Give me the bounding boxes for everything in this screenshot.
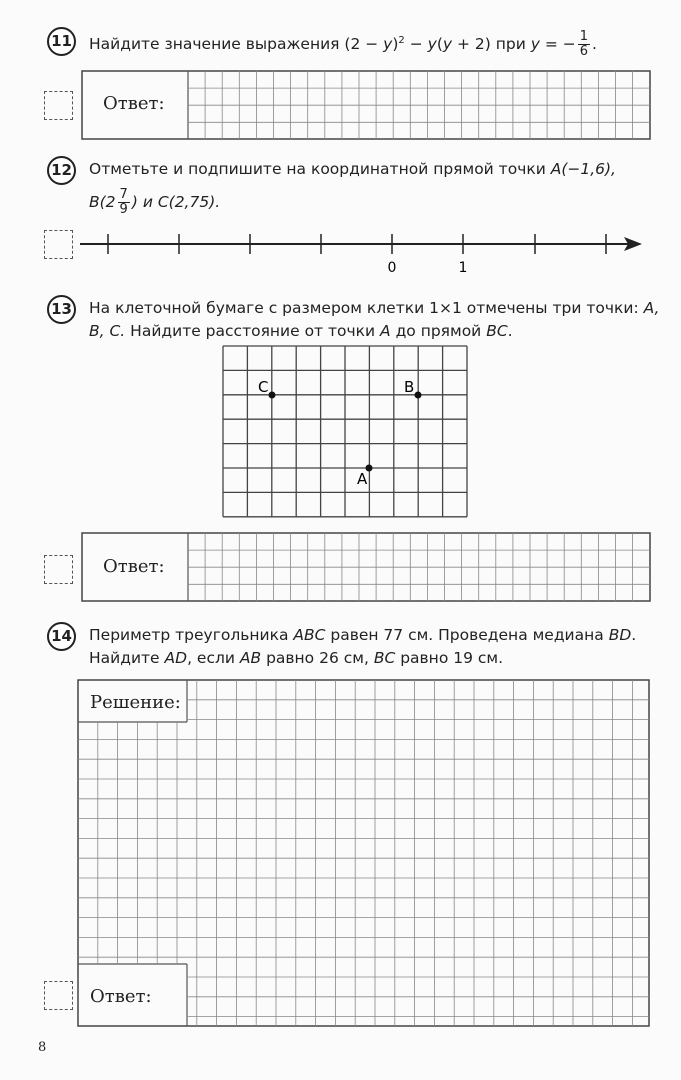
q11-frac-den: 6 (579, 44, 589, 60)
q14-ad: AD (164, 649, 188, 667)
q14-line2-b: , если (187, 649, 240, 667)
question-11-text: Найдите значение выражения $(2 - y)^2 - y(y + 2)$ при y = − $\frac{1}{6}$ . (89, 29, 597, 60)
q12-point-b-pre: B(2 (89, 193, 116, 211)
q13-line2-mid: до прямой (390, 322, 487, 340)
q12-frac-den: 9 (119, 202, 128, 217)
q11-var-3: y (442, 35, 453, 54)
q11-answer-label: Ответ: (103, 93, 165, 114)
q13-line1-text: На клеточной бумаге с размером клетки 1×1 отмечены три точки: (89, 299, 639, 317)
q14-line2-c: равно 26 см, (261, 649, 374, 667)
q11-text-mid: − (404, 35, 428, 54)
q14-line2-a: Найдите (89, 649, 165, 667)
q11-text-mid3: + 2) при (452, 35, 531, 54)
question-number-14: 14 (47, 622, 76, 651)
tick-label-one: 1 (458, 260, 468, 276)
point-c-label: C (258, 378, 269, 396)
question-14-line1 (89, 623, 636, 648)
q13-line2-points: B, C. (89, 322, 126, 340)
q11-var: y (383, 35, 393, 54)
q13-line2-text: Найдите расстояние от точки (125, 322, 381, 340)
q12-point-a: A(−1,6), (550, 160, 616, 178)
q14-line1-c: . (631, 626, 637, 644)
page-number: 8 (38, 1040, 47, 1055)
q14-bd: BD (608, 626, 632, 644)
q14-ab: AB (239, 649, 262, 667)
q12-conj: и (137, 193, 158, 211)
q14-score-box[interactable] (44, 981, 73, 1010)
q11-end: . (592, 35, 597, 54)
tick-label-zero: 0 (387, 260, 397, 276)
q14-line1-a: Периметр треугольника (89, 626, 294, 644)
point-b-label: B (404, 378, 415, 396)
q11-text-mid2: ( (436, 35, 443, 54)
question-number-12: 12 (47, 156, 76, 185)
question-14-line2 (89, 646, 503, 671)
q14-solution-label: Решение: (90, 692, 181, 713)
q14-answer-label: Ответ: (90, 986, 152, 1007)
q12-line1-text: Отметьте и подпишите на координатной прямой точки (89, 160, 546, 178)
q13-answer-label: Ответ: (103, 556, 165, 577)
q12-frac-num: 7 (119, 187, 128, 202)
point-c-dot (269, 392, 276, 399)
q11-frac-num: 1 (579, 29, 589, 45)
q11-eq: = − (539, 35, 576, 54)
q13-end: . (507, 322, 513, 340)
point-a-label: A (357, 470, 368, 488)
q14-line1-b: равен 77 см. Проведена медиана (325, 626, 609, 644)
q11-var-2: y (427, 35, 437, 54)
q11-exponent: 2 (398, 35, 405, 46)
q11-text-prefix: Найдите значение выражения (2 − (89, 35, 384, 54)
q13-point-a-label: A, (643, 299, 660, 317)
q13-bc: BC (486, 322, 508, 340)
q13-a: A (380, 322, 391, 340)
q12-point-b-post: ) (131, 193, 138, 211)
q14-bc: BC (373, 649, 396, 667)
question-number-13: 13 (47, 295, 76, 324)
question-number-11: 11 (47, 27, 76, 56)
q13-score-box[interactable] (44, 555, 73, 584)
point-b-dot (415, 392, 422, 399)
q12-point-c: C(2,75). (157, 193, 221, 211)
q11-var-4: y (530, 35, 540, 54)
q14-abc: ABC (293, 626, 326, 644)
q14-line2-d: равно 19 см. (395, 649, 504, 667)
